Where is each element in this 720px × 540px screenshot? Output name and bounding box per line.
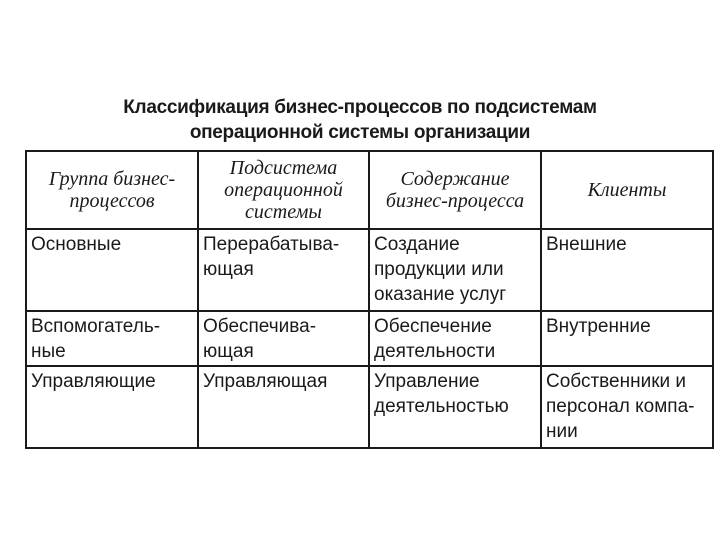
cell-clients: Собственники и персонал компа- нии — [541, 366, 713, 448]
cell-clients: Внутренние — [541, 311, 713, 366]
document-title — [100, 95, 620, 145]
cell-subsystem: Перерабатыва- ющая — [198, 229, 369, 311]
cell-group: Вспомогатель- ные — [26, 311, 198, 366]
classification-table — [25, 150, 714, 449]
table-row — [26, 311, 713, 366]
table-row — [26, 366, 713, 448]
header-subsystem: Подсистема операционной системы — [198, 151, 369, 229]
cell-subsystem: Управляющая — [198, 366, 369, 448]
header-row — [26, 151, 713, 229]
title-line-1: Классификация бизнес-процессов по подсистемам — [123, 97, 597, 118]
header-clients: Клиенты — [541, 151, 713, 229]
cell-group: Основные — [26, 229, 198, 311]
table-row — [26, 229, 713, 311]
cell-content: Управление деятельностью — [369, 366, 541, 448]
cell-clients: Внешние — [541, 229, 713, 311]
header-content: Содержание бизнес-процесса — [369, 151, 541, 229]
cell-group: Управляющие — [26, 366, 198, 448]
cell-content: Создание продукции или оказание услуг — [369, 229, 541, 311]
header-group: Группа бизнес- процессов — [26, 151, 198, 229]
cell-subsystem: Обеспечива- ющая — [198, 311, 369, 366]
title-line-2: операционной системы организации — [189, 122, 531, 143]
cell-content: Обеспечение деятельности — [369, 311, 541, 366]
